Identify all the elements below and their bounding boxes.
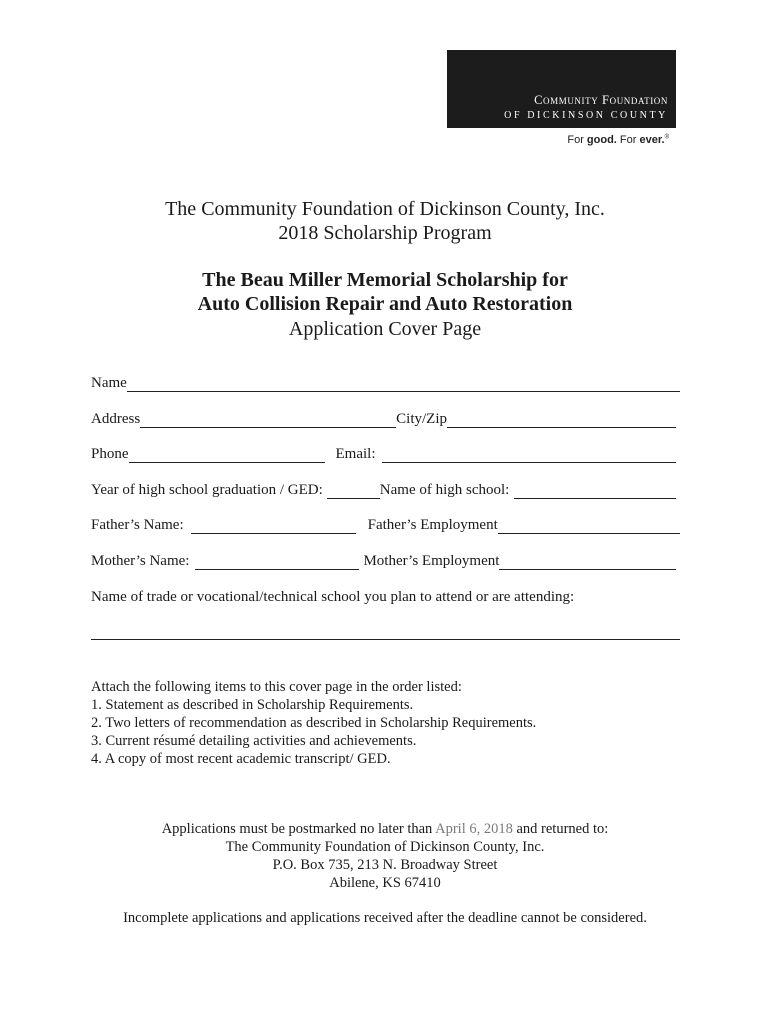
foundation-logo xyxy=(447,50,676,128)
scholarship-title-line1: The Beau Miller Memorial Scholarship for xyxy=(202,269,568,291)
attach-intro: Attach the following items to this cover page in the order listed: xyxy=(91,679,462,695)
deadline-date: April 6, 2018 xyxy=(435,821,513,837)
mother-employment-label: Mother’s Employment xyxy=(363,553,500,569)
mother-employment-field[interactable] xyxy=(499,555,676,570)
tagline-ever: ever. xyxy=(639,134,665,146)
org-heading: The Community Foundation of Dickinson County, Inc. xyxy=(165,198,605,220)
address-row xyxy=(91,410,680,428)
phone-field[interactable] xyxy=(129,448,325,463)
city-zip-field[interactable] xyxy=(447,413,676,428)
trade-school-row xyxy=(91,588,680,606)
postmark-text: Applications must be postmarked no later than xyxy=(161,821,436,837)
logo-subname: OF DICKINSON COUNTY xyxy=(504,110,668,121)
phone-row xyxy=(91,445,680,463)
email-label: Email: xyxy=(335,446,376,462)
father-name-label: Father’s Name: xyxy=(91,517,184,533)
phone-label: Phone xyxy=(91,446,129,462)
attach-item-2: 2. Two letters of recommendation as described in Scholarship Requirements. xyxy=(91,715,537,731)
attach-item-1: 1. Statement as described in Scholarship Requirements. xyxy=(91,697,414,713)
father-employment-label: Father’s Employment xyxy=(367,517,498,533)
tagline-part: For xyxy=(567,134,587,146)
attach-item-4: 4. A copy of most recent academic transcript/ GED. xyxy=(91,751,391,767)
mailing-city: Abilene, KS 67410 xyxy=(329,875,441,891)
mother-name-label: Mother’s Name: xyxy=(91,553,190,569)
address-label: Address xyxy=(91,411,141,427)
logo-name: Community Foundation xyxy=(534,93,668,107)
mother-name-field[interactable] xyxy=(195,555,359,570)
attach-item-3: 3. Current résumé detailing activities and achievements. xyxy=(91,733,417,749)
postmark-deadline xyxy=(0,820,770,838)
father-row xyxy=(91,516,680,534)
father-employment-field[interactable] xyxy=(498,519,680,534)
program-heading: 2018 Scholarship Program xyxy=(278,222,492,244)
logo-tagline xyxy=(567,134,669,146)
high-school-field[interactable] xyxy=(514,484,676,499)
father-name-field[interactable] xyxy=(191,519,356,534)
cover-page-subtitle: Application Cover Page xyxy=(288,318,482,340)
trade-school-label: Name of trade or vocational/technical school you plan to attend or are attending: xyxy=(91,589,575,605)
city-zip-label: City/Zip xyxy=(396,411,448,427)
mailing-street: P.O. Box 735, 213 N. Broadway Street xyxy=(272,857,498,873)
graduation-row xyxy=(91,481,680,499)
postmark-text-end: and returned to: xyxy=(512,821,609,837)
graduation-year-field[interactable] xyxy=(327,484,380,499)
name-row xyxy=(91,374,680,392)
trade-school-field[interactable] xyxy=(91,639,680,640)
tagline-part: For xyxy=(616,134,640,146)
incomplete-notice: Incomplete applications and applications received after the deadline cannot be considered. xyxy=(123,910,647,926)
mailing-org: The Community Foundation of Dickinson County, Inc. xyxy=(225,839,545,855)
tagline-good: good. xyxy=(586,134,617,146)
mother-row xyxy=(91,552,680,570)
name-label: Name xyxy=(91,375,127,391)
email-field[interactable] xyxy=(382,448,677,463)
scholarship-title-line2: Auto Collision Repair and Auto Restoration xyxy=(197,293,573,315)
registered-mark: ® xyxy=(664,134,669,141)
high-school-label: Name of high school: xyxy=(379,482,510,498)
graduation-year-label: Year of high school graduation / GED: xyxy=(91,482,323,498)
address-field[interactable] xyxy=(140,413,396,428)
name-field[interactable] xyxy=(127,377,680,392)
